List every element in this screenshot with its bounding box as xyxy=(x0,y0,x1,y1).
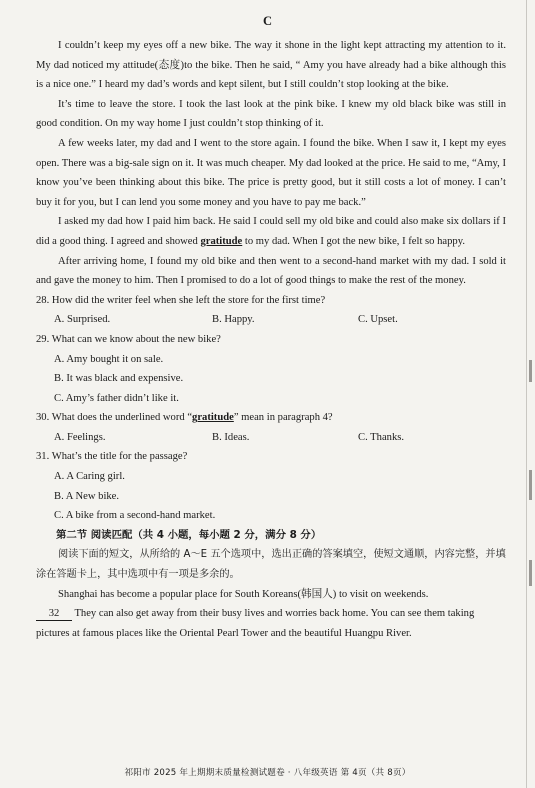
answer-blank-32: 32 xyxy=(36,607,72,621)
question-28-stem: 28. How did the writer feel when she left the store for the first time? xyxy=(36,294,326,306)
option-b: B. Ideas. xyxy=(212,431,250,443)
option-b: B. A New bike. xyxy=(54,490,120,502)
option-b: B. It was black and expensive. xyxy=(54,373,184,385)
option-a: A. Surprised. xyxy=(54,314,111,326)
question-30-options xyxy=(36,428,506,448)
para4-text-after: to my dad. When I got the new bike, I felt so happy. xyxy=(242,235,465,247)
question-30-stem xyxy=(36,408,506,428)
question-29-stem: 29. What can we know about the new bike? xyxy=(36,333,221,345)
edge-scan-mark xyxy=(529,470,532,500)
content xyxy=(36,36,506,643)
section-2-text: They can also get away from their busy lives and worries back home. You can see them taking pictures at famous places like the Oriental Pearl Tower and the beautiful Huangpu River. xyxy=(36,608,475,639)
page-edge-line xyxy=(526,0,527,788)
option-a: A. A Caring girl. xyxy=(54,471,125,483)
option-c: C. Amy’s father didn’t like it. xyxy=(54,392,179,404)
passage-paragraph: It’s time to leave the store. I took the last look at the pink bike. I knew my old black bike was still in good condition. On my way home I just couldn’t stop thinking of it. xyxy=(36,98,506,130)
para4-text-before: I asked my dad how I paid him back. He said I could sell my old bike and could also make six dollars if I did a good thing. I agreed and showed xyxy=(36,216,506,247)
question-31-stem: 31. What’s the title for the passage? xyxy=(36,451,188,463)
option-c: C. Thanks. xyxy=(358,431,405,443)
section-2-paragraph-blank xyxy=(36,604,506,643)
passage-paragraph-5: After arriving home, I found my old bike and then went to a second-hand market with my dad. I sold it and gave the money to him. Then I promised to do a lot of good things to make the rest of the money. xyxy=(36,255,506,287)
passage-paragraph-4 xyxy=(36,212,506,251)
section-2-instruction: 阅读下面的短文，从所给的 A～E 五个选项中，选出正确的答案填空，使短文通顺，内容完整，并填涂在答题卡上，其中选项中有一项是多余的。 xyxy=(36,549,506,581)
section-2-title: 第二节 阅读匹配（共 4 小题，每小题 2 分，满分 8 分） xyxy=(56,528,322,541)
q30-stem-after: ” mean in paragraph 4? xyxy=(233,412,333,424)
option-b: B. Happy. xyxy=(212,314,255,326)
underlined-word: gratitude xyxy=(192,412,234,424)
page-footer: 祁阳市 2025 年上期期末质量检测试题卷 · 八年级英语 第 4页（共 8页） xyxy=(124,768,411,778)
option-c: C. A bike from a second-hand market. xyxy=(54,510,216,522)
underlined-word: gratitude xyxy=(200,235,243,247)
question-28-options xyxy=(36,310,506,330)
edge-scan-mark xyxy=(529,360,532,382)
section-letter: C xyxy=(262,14,273,28)
passage-paragraph: A few weeks later, my dad and I went to the store again. I found the bike. When I saw it, I kept my eyes open. There was a big-sale sign on it. It was much cheaper. My dad looked at the price. He said to me, “Amy, I know you’ve been thinking about this bike. The price is pretty good, but it still costs a lot of money. I can’t buy it for you, but I can lend you some money and you have to pay me back.” xyxy=(36,137,506,208)
section-2-paragraph: Shanghai has become a popular place for South Koreans(韩国人) to visit on weekends. xyxy=(58,588,429,600)
option-a: A. Feelings. xyxy=(54,431,106,443)
edge-scan-mark xyxy=(529,560,532,586)
q30-stem-before: 30. What does the underlined word “ xyxy=(36,412,193,424)
passage-paragraph: I couldn’t keep my eyes off a new bike. The way it shone in the light kept attracting my attention to it. My dad noticed my attitude(态度)to the bike. Then he said, “ Amy you have already had a bike although this is a nice one.” I heard my dad’s words and kept silent, but I still couldn’t stop looking at the bike. xyxy=(36,40,506,91)
option-a: A. Amy bought it on sale. xyxy=(54,353,164,365)
option-c: C. Upset. xyxy=(358,314,398,326)
